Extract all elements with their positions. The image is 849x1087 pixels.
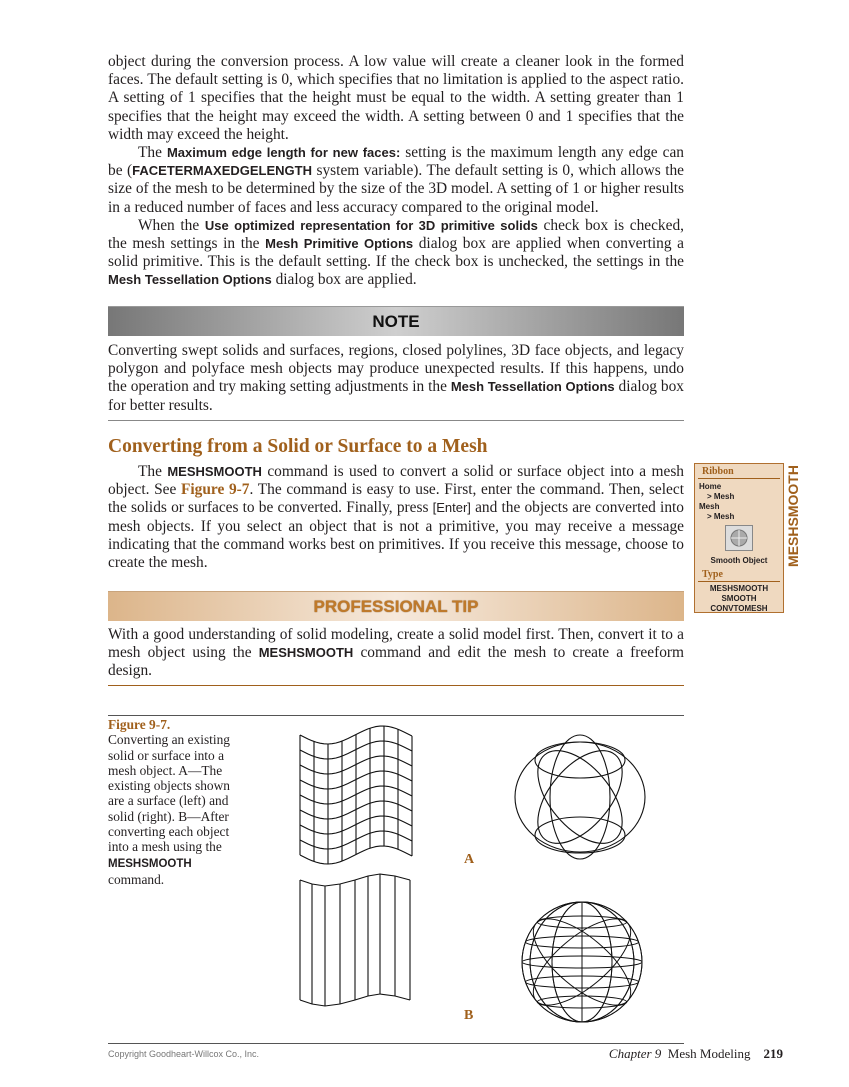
ribbon-label: Ribbon xyxy=(698,464,780,479)
term: Maximum edge length for new faces: xyxy=(166,145,401,161)
chapter-title: Mesh Modeling xyxy=(667,1046,751,1061)
surface-mesh xyxy=(300,874,410,1006)
command-name: MESHSMOOTH xyxy=(709,584,769,593)
solid-mesh xyxy=(520,902,644,1022)
figure-line xyxy=(535,742,625,778)
caption-text: command. xyxy=(108,871,165,887)
chapter: Chapter 9 xyxy=(608,1046,662,1061)
figure-label-a: A xyxy=(464,852,475,867)
ribbon-tab: Mesh xyxy=(699,502,720,511)
text: dialog box are applied. xyxy=(271,271,417,289)
text: With a good understanding of solid modeling, create a solid model first. Then, convert it to a mesh object using the xyxy=(108,626,684,662)
term: Mesh Primitive Options xyxy=(265,236,414,252)
text: When the xyxy=(138,216,205,234)
note-header: NOTE xyxy=(108,306,684,336)
paragraph-aspect-ratio: object during the conversion process. A low value will create a cleaner look in the formed faces. The default setting is 0, which specifies that no limitation is applied to the aspect ratio. A setting of 1 specifies that the height must be equal to the width. A setting greater than 1 specifies that the height may exceed the width. A setting between 0 and 1 specifies that the width may exceed the height. xyxy=(108,53,684,143)
footer-divider xyxy=(108,1043,684,1044)
figure-line xyxy=(535,817,625,853)
text: and the objects are converted into mesh objects. If you select an object that is not a primitive, you may receive a message indicating that the command works best on primitives. If you receive this message, choose to create the mesh. xyxy=(108,499,684,572)
key: [Enter] xyxy=(432,500,471,516)
figure-label: Figure 9-7. xyxy=(108,717,171,732)
term: Mesh Tessellation Options xyxy=(450,379,615,395)
term: MESHSMOOTH xyxy=(258,645,354,661)
figure-label-b: B xyxy=(464,1008,474,1023)
page-number: 219 xyxy=(763,1046,783,1061)
figure-line xyxy=(550,735,610,859)
text: command and edit the mesh to create a freeform design. xyxy=(108,644,684,680)
text: dialog box are applied when converting a solid primitive. This is the default setting. If the check box is unchecked, the settings in the xyxy=(108,235,684,271)
surface-original xyxy=(300,726,412,864)
solid-original xyxy=(515,735,645,859)
term: MESHSMOOTH xyxy=(108,857,192,870)
term: Use optimized representation for 3D primitive solids xyxy=(204,217,538,233)
text: dialog box for better results. xyxy=(108,378,684,414)
text: system variable). The default setting is 0, which allows the size of the mesh to be determined by the size of the 3D model. A setting of 1 or higher results in a reduced number of faces and less accuracy compared to the original model. xyxy=(108,162,685,216)
copyright: Copyright Goodheart-Willcox Co., Inc. xyxy=(108,1049,260,1059)
text: The xyxy=(138,463,168,480)
command-alias: CONVTOMESH xyxy=(710,604,768,613)
term: FACETERMAXEDGELENGTH xyxy=(132,163,312,179)
tip-header: PROFESSIONAL TIP xyxy=(108,591,684,621)
ribbon-panel: > Mesh xyxy=(707,492,735,501)
text: . The command is easy to use. First, enter the command. Then, select the solids or surfaces to be converted. Finally, press xyxy=(108,481,684,517)
command-alias: SMOOTH xyxy=(721,594,757,603)
type-label: Type xyxy=(698,567,780,582)
figure-link[interactable]: Figure 9-7 xyxy=(181,481,250,499)
term: MESHSMOOTH xyxy=(167,464,262,479)
ribbon-tab: Home xyxy=(699,482,722,491)
caption-text: Converting an existing solid or surface into a mesh object. A—The existing objects shown are a surface (left) and solid (right). B—After converting each object into a mesh using the xyxy=(108,732,230,855)
text: command is used to convert a solid or surface object into a mesh object. See xyxy=(108,463,685,499)
button-label: Smooth Object xyxy=(710,556,768,565)
vertical-label: MESHSMOOTH xyxy=(785,465,801,567)
text: The xyxy=(138,144,167,162)
running-footer xyxy=(609,1046,783,1062)
text: Converting swept solids and surfaces, regions, closed polylines, 3D face objects, and legacy polygon and polyface mesh objects may produce unexpected results. If this happens, undo the operation and try making setting adjustments in the xyxy=(108,342,684,396)
term: Mesh Tessellation Options xyxy=(108,272,272,288)
text: setting is the maximum length any edge can be ( xyxy=(108,144,684,180)
ribbon-panel: > Mesh xyxy=(707,512,735,521)
section-heading: Converting from a Solid or Surface to a Mesh xyxy=(108,436,488,457)
text: check box is checked, the mesh settings in the xyxy=(108,216,684,253)
